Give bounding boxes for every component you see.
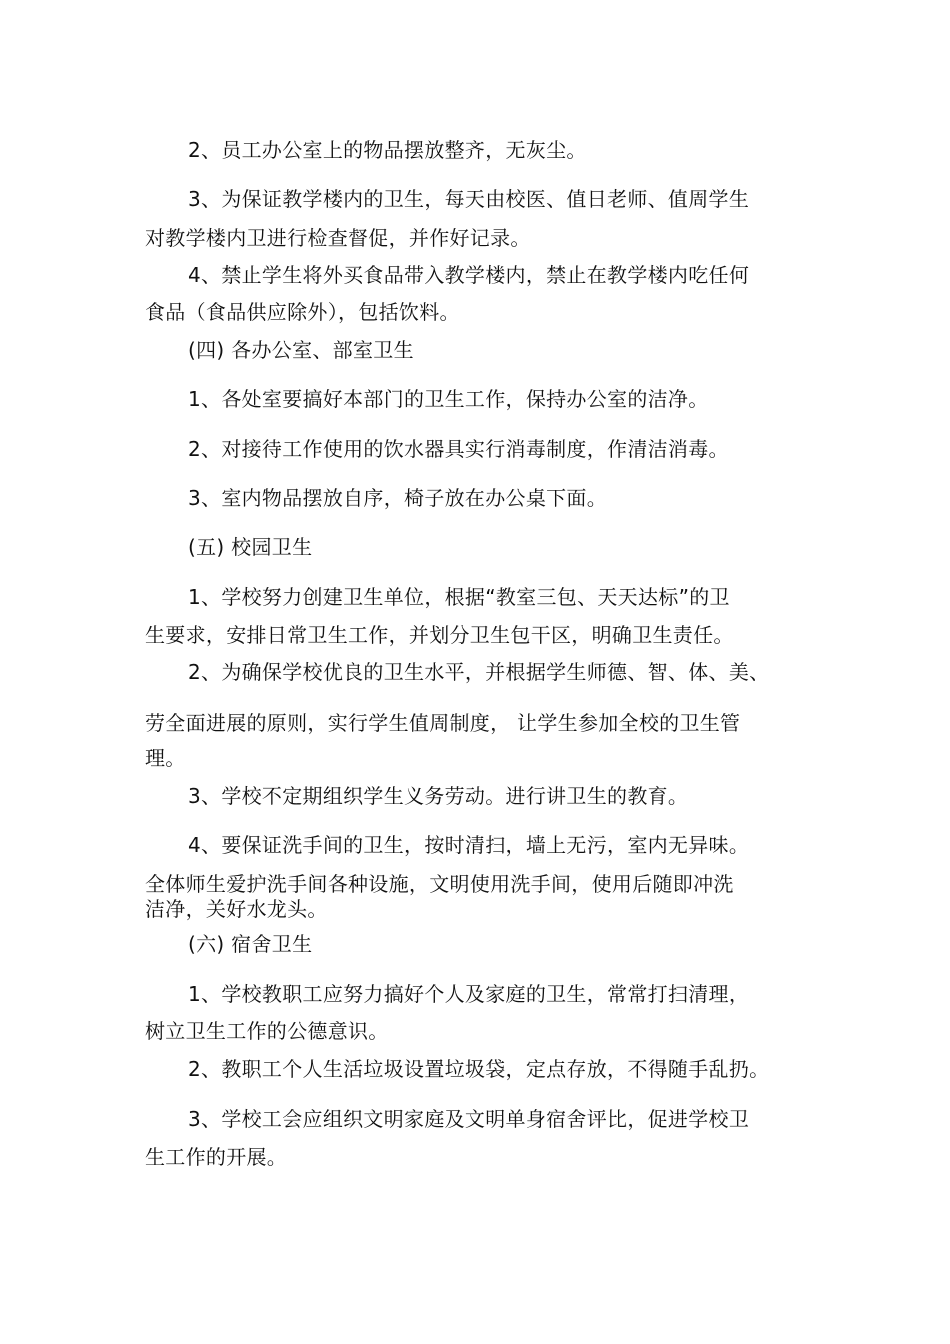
paragraph-line: 2、员工办公室上的物品摆放整齐，无灰尘。 bbox=[188, 138, 587, 162]
section-heading: (六) 宿舍卫生 bbox=[188, 932, 313, 956]
paragraph-line: 2、教职工个人生活垃圾设置垃圾袋，定点存放，不得随手乱扔。 bbox=[188, 1057, 770, 1081]
paragraph-line: 4、要保证洗手间的卫生，按时清扫，墙上无污，室内无异味。 bbox=[188, 833, 750, 857]
paragraph-line: 劳全面进展的原则，实行学生值周制度， 让学生参加全校的卫生管 bbox=[145, 711, 741, 735]
paragraph-line: 4、禁止学生将外买食品带入教学楼内，禁止在教学楼内吃任何 bbox=[188, 263, 750, 287]
paragraph-line: 2、为确保学校优良的卫生水平，并根据学生师德、智、体、美、 bbox=[188, 660, 770, 684]
paragraph-line: 3、学校工会应组织文明家庭及文明单身宿舍评比，促进学校卫 bbox=[188, 1107, 750, 1131]
paragraph-line: 对教学楼内卫进行检查督促，并作好记录。 bbox=[145, 226, 531, 250]
section-heading: (四) 各办公室、部室卫生 bbox=[188, 338, 414, 362]
paragraph-line: 3、为保证教学楼内的卫生，每天由校医、值日老师、值周学生 bbox=[188, 187, 750, 211]
paragraph-line: 食品（食品供应除外），包括饮料。 bbox=[145, 300, 460, 324]
paragraph-line: 2、对接待工作使用的饮水器具实行消毒制度，作清洁消毒。 bbox=[188, 437, 729, 461]
paragraph-line: 3、学校不定期组织学生义务劳动。进行讲卫生的教育。 bbox=[188, 784, 689, 808]
paragraph-line: 生工作的开展。 bbox=[145, 1145, 288, 1169]
paragraph-line: 3、室内物品摆放自序，椅子放在办公桌下面。 bbox=[188, 486, 608, 510]
paragraph-line: 树立卫生工作的公德意识。 bbox=[145, 1019, 389, 1043]
paragraph-line: 1、各处室要搞好本部门的卫生工作，保持办公室的洁净。 bbox=[188, 387, 709, 411]
paragraph-line: 生要求，安排日常卫生工作，并划分卫生包干区，明确卫生责任。 bbox=[145, 623, 734, 647]
section-heading: (五) 校园卫生 bbox=[188, 535, 313, 559]
paragraph-line: 1、学校教职工应努力搞好个人及家庭的卫生，常常打扫清理， bbox=[188, 982, 750, 1006]
paragraph-line: 理。 bbox=[145, 746, 186, 770]
paragraph-line: 洁净，关好水龙头。 bbox=[145, 897, 328, 921]
paragraph-line: 1、学校努力创建卫生单位，根据“教室三包、天天达标”的卫 bbox=[188, 585, 730, 609]
paragraph-line: 全体师生爱护洗手间各种设施，文明使用洗手间，使用后随即冲洗 bbox=[145, 872, 734, 896]
